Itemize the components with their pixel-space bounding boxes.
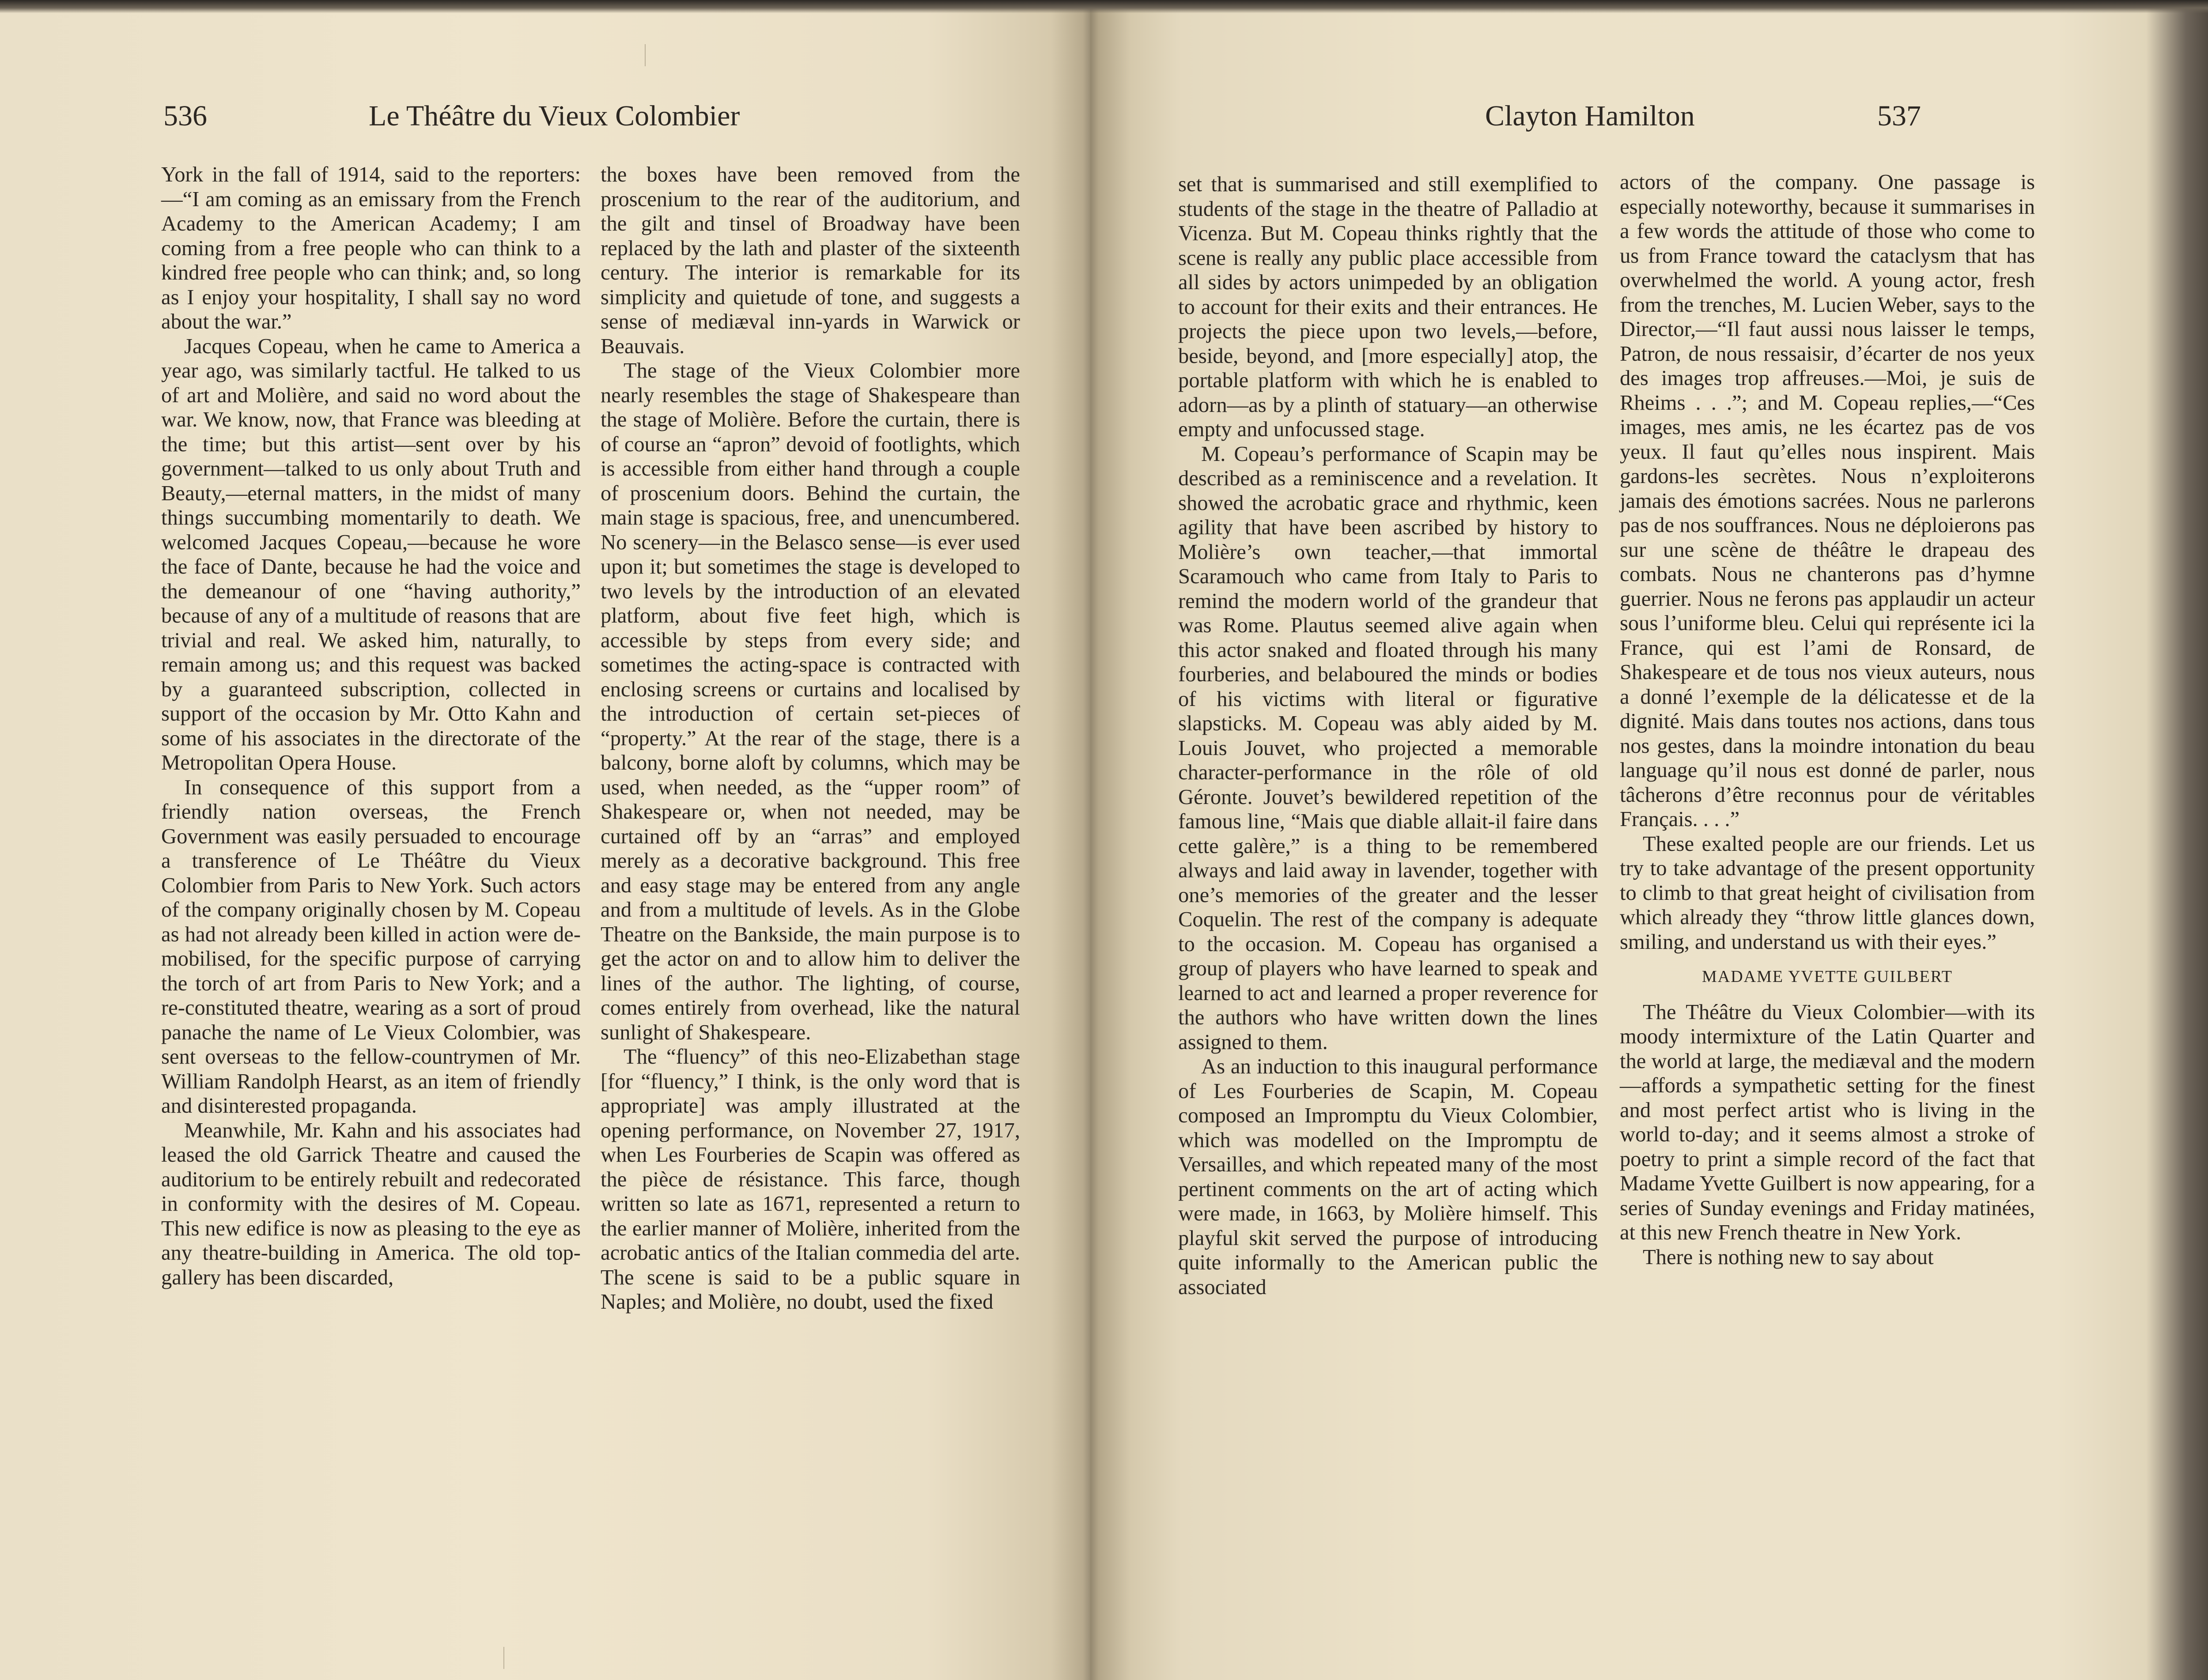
book-gutter [1051,0,1130,1680]
paragraph: Meanwhile, Mr. Kahn and his associates had leased the old Garrick Theatre and caused the auditorium to be entirely rebuilt and redecorated in conformity with the desires of M. Copeau. This new edifice is now as pleasing to the eye as any theatre-building in America. The old top-gallery has been discarded, [161,1118,581,1289]
running-title: Clayton Hamilton [1485,100,1695,132]
paragraph: These exalted people are our friends. Let us try to take advantage of the present opportunity to climb to that great height of civilisation from which already they “throw little glances down, smiling, and understand us with their eyes.” [1620,831,2035,954]
paragraph: The “fluency” of this neo-Elizabethan stage [for “fluency,” I think, is the only word that is appropriate] was amply illustrated at the opening performance, on November 27, 1917, when Les Fourberies de Scapin was offered as the pièce de résistance. This farce, though written so late as 1671, represented a return to the earlier manner of Molière, inherited from the acrobatic antics of the Italian commedia del arte. The scene is said to be a public square in Naples; and Molière, no doubt, used the fixed [601,1045,1020,1314]
paragraph: the boxes have been removed from the proscenium to the rear of the auditorium, and the gilt and tinsel of Broadway have been replaced by the lath and plaster of the sixteenth century. The interior is remarkable for its simplicity and quietude of tone, and suggests a sense of mediæval inn-yards in Warwick or Beauvais. [601,162,1020,358]
paragraph: set that is summarised and still exemplified to students of the stage in the theatre of Palladio at Vicenza. But M. Copeau thinks rightly that the scene is really any public place accessible from all sides by actors unimpeded by an obligation to account for their exits and their entrances. He projects the piece upon two levels,—before, beside, beyond, and [more especially] atop, the portable platform with which he is enabled to adorn—as by a plinth of statuary—an otherwise empty and unfocussed stage. [1178,172,1598,441]
paper-crease [645,44,646,66]
left-page [0,0,1090,1680]
paragraph: M. Copeau’s performance of Scapin may be described as a reminiscence and a revelation. It showed the acrobatic grace and rhythmic, keen agility that have been ascribed by history to Molière’s own teacher,—that immortal Scaramouch who came from Italy to Paris to remind the modern world of the grandeur that was Rome. Plautus seemed alive again when this actor snaked and floated through his many fourberies, and belaboured the minds or bodies of his victims with literal or figurative slapsticks. M. Copeau was ably aided by M. Louis Jouvet, who projected a memorable character-performance in the rôle of old Géronte. Jouvet’s bewildered repetition of the famous line, “Mais que diable allait-il faire dans cette galère,” is a thing to be remembered always and laid away in lavender, together with one’s memories of the greater and the lesser Coquelin. The rest of the company is adequate to the occasion. M. Copeau has organised a group of players who have learned to speak and learned to act and learned a proper reverence for the authors who have written down the lines assigned to them. [1178,442,1598,1054]
section-heading: MADAME YVETTE GUILBERT [1701,967,1953,986]
page-number: 536 [163,100,207,132]
paragraph: As an induction to this inaugural performance of Les Fourberies de Scapin, M. Copeau composed an Impromptu du Vieux Colombier, which was modelled on the Impromptu de Versailles, and which repeated many of the most pertinent comments on the art of acting which were made, in 1663, by Molière himself. This playful skit served the purpose of introducing quite informally to the American public the associated [1178,1054,1598,1299]
text-column-1 [1178,172,1598,1299]
paragraph: Jacques Copeau, when he came to America a year ago, was similarly tactful. He talked to us of art and Molière, and said no word about the war. We know, now, that France was bleeding at the time; but this artist—sent over by his government—talked to us only about Truth and Beauty,—eternal matters, in the midst of many things succumbing momentarily to death. We welcomed Jacques Copeau,—because he wore the face of Dante, because he had the voice and the demeanour of one “having authority,” because of any of a multitude of reasons that are trivial and real. We asked him, naturally, to remain among us; and this request was backed by a guaranteed subscription, collected in support of the occasion by Mr. Otto Kahn and some of his associates in the directorate of the Metropolitan Opera House. [161,334,581,774]
paragraph: There is nothing new to say about [1643,1245,1934,1269]
text-column-2 [1620,170,2035,1269]
page-top-edge [0,0,2208,13]
paragraph: York in the fall of 1914, said to the reporters:—“I am coming as an emissary from the French Academy to the American Academy; I am coming from a free people who can think to a kindred free people who can think; and, so long as I enjoy your hospitality, I shall say no word about the war.” [161,162,581,333]
text-column-2 [601,162,1020,1314]
paragraph: In consequence of this support from a friendly nation overseas, the French Government was easily persuaded to encourage a transference of Le Théâtre du Vieux Colombier from Paris to New York. Such actors of the company originally chosen by M. Copeau as had not already been killed in action were de-mobilised, for the specific purpose of carrying the torch of art from Paris to New York; and a re-constituted theatre, wearing as a sort of proud panache the name of Le Vieux Colombier, was sent overseas to the fellow-countrymen of Mr. William Randolph Hearst, as an item of friendly and disinterested propaganda. [161,775,581,1117]
page-number: 537 [1877,100,1921,132]
paragraph: The stage of the Vieux Colombier more nearly resembles the stage of Shakespeare than the stage of Molière. Before the curtain, there is of course an “apron” devoid of footlights, which is accessible from either hand through a couple of proscenium doors. Behind the curtain, the main stage is spacious, free, and unencumbered. No scenery—in the Belasco sense—is ever used upon it; but sometimes the stage is developed to two levels by the introduction of an elevated platform, about five feet high, which is accessible by steps from every side; and sometimes the acting-space is contracted with enclosing screens or curtains and localised by the introduction of certain set-pieces of “property.” At the rear of the stage, there is a balcony, borne aloft by columns, which may be used, when needed, as the “upper room” of Shakespeare or, when not needed, may be curtained off by an “arras” and employed merely as a decorative background. This free and easy stage may be entered from any angle and from a multitude of levels. As in the Globe Theatre on the Bankside, the main purpose is to get the actor on and to allow him to deliver the lines of the author. The lighting, of course, comes entirely from overhead, like the natural sunlight of Shakespeare. [601,359,1020,1044]
running-title: Le Théâtre du Vieux Colombier [369,100,740,132]
paragraph: actors of the company. One passage is especially noteworthy, because it summarises in a few words the attitude of those who come to us from France toward the cataclysm that has overwhelmed the world. A young actor, fresh from the trenches, M. Lucien Weber, says to the Director,—“Il faut aussi nous laisser le temps, Patron, de nous ressaisir, d’écarter de nos yeux des images trop affreuses.—Moi, je suis de Rheims . . .”; and M. Copeau replies,—“Ces images, mes amis, ne les écartez pas de vos yeux. Il faut qu’elles nous inspirent. Mais gardons-les secrètes. Nous n’exploiterons jamais des émotions sacrées. Nous ne parlerons pas de nos souffrances. Nous ne déploierons pas sur une scène de théâtre le drapeau des combats. Nous ne chanterons pas d’hymne guerrier. Nous ne ferons pas applaudir un acteur sous l’uniforme bleu. Celui qui représente ici la France, qui est l’ami de Ronsard, de Shakespeare et de tous nos vieux auteurs, nous a donné l’exemple de la délicatesse et de la dignité. Mais dans toutes nos actions, dans tous nos gestes, dans la moindre intonation du beau language qu’il nous est donné de parler, nous tâcherons d’être reconnus pour de véritables Français. . . .” [1620,170,2035,831]
right-page [1090,0,2208,1680]
text-column-1 [161,162,581,1290]
paragraph: The Théâtre du Vieux Colombier—with its moody intermixture of the Latin Quarter and the world at large, the mediæval and the modern—affords a sympathetic setting for the finest and most perfect artist who is living in the world to-day; and it seems almost a stroke of poetry to print a simple record of the fact that Madame Yvette Guilbert is now appearing, for a series of Sunday evenings and Friday matinées, at this new French theatre in New York. [1620,1000,2035,1244]
paper-crease [503,1647,504,1669]
